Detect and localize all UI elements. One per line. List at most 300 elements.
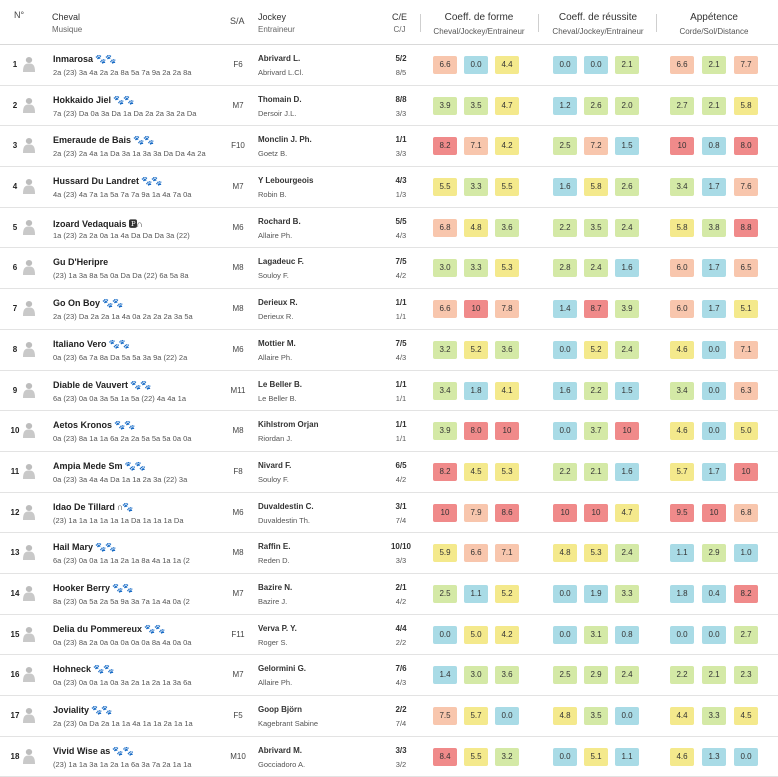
- table-row[interactable]: [0, 574, 778, 615]
- header-forme[interactable]: [420, 12, 538, 36]
- sex-age: M7: [232, 670, 244, 680]
- appetence-cell: 3.3: [702, 707, 726, 725]
- reussite-cell: 0.0: [553, 626, 577, 644]
- ratio-ce: 7/5: [395, 338, 407, 348]
- forme-cell: 3.9: [433, 422, 457, 440]
- jockey-silk-icon: [22, 97, 36, 113]
- horse-music: 1a (23) 2a 2a 0a 1a 4a Da Da Da 3a (22): [53, 230, 190, 240]
- forme-cell: 2.5: [433, 585, 457, 603]
- appetence-cell: 8.0: [734, 137, 758, 155]
- appetence-cell: 7.1: [734, 341, 758, 359]
- horse-badge-icon: 🐾🐾: [112, 582, 133, 593]
- jockey-name[interactable]: Abrivard M.: [258, 745, 303, 755]
- ratio-ce: 10/10: [390, 542, 412, 552]
- horse-badge-icon: 🐾🐾: [95, 542, 116, 553]
- trainer-name[interactable]: Goetz B.: [258, 149, 288, 159]
- jockey-name[interactable]: Le Beller B.: [258, 379, 303, 389]
- horse-name[interactable]: [53, 298, 122, 309]
- horse-music: 6a (23) 0a 0a 1a 1a 2a 1a 8a 4a 1a 1a (2: [53, 556, 190, 566]
- table-row[interactable]: [0, 208, 778, 249]
- forme-cell: 4.2: [495, 626, 519, 644]
- horse-badge-icon: 🐾🐾: [114, 420, 135, 431]
- horse-name[interactable]: [53, 542, 115, 553]
- ratio-ce: 5/5: [395, 216, 407, 226]
- horse-name-text: Idao De Tillard: [53, 501, 115, 512]
- table-row[interactable]: [0, 452, 778, 493]
- table-row[interactable]: [0, 45, 778, 86]
- reussite-cell: 0.0: [584, 56, 608, 74]
- appetence-cell: 0.0: [702, 341, 726, 359]
- horse-music: 2a (23) 0a Da 2a 1a 1a 4a 1a 1a 2a 1a 1a: [53, 719, 193, 728]
- horse-badge-icon: 🐾🐾: [130, 379, 151, 390]
- header-num[interactable]: N°: [14, 10, 25, 20]
- horse-name-text: Go On Boy: [53, 298, 100, 309]
- appetence-cell: 0.0: [670, 626, 694, 644]
- reussite-cell: 4.8: [553, 544, 577, 562]
- horse-name[interactable]: [53, 217, 142, 230]
- reussite-cell: 4.8: [553, 707, 577, 725]
- reussite-cell: 4.7: [615, 504, 639, 522]
- jockey-silk-icon: [22, 422, 36, 438]
- forme-cell: 6.6: [464, 544, 488, 562]
- header-sa[interactable]: S/A: [230, 16, 245, 26]
- appetence-cell: 0.0: [702, 422, 726, 440]
- sex-age: M8: [232, 548, 244, 558]
- jockey-silk-icon: [22, 259, 36, 275]
- forme-cell: 7.5: [433, 707, 457, 725]
- forme-cell: 4.7: [495, 97, 519, 115]
- horse-name-text: Emeraude de Bais: [53, 135, 132, 146]
- trainer-name[interactable]: Reden D.: [258, 556, 290, 566]
- forme-cell: 10: [464, 300, 488, 318]
- appetence-cell: 1.7: [702, 300, 726, 318]
- jockey-silk-icon: [22, 585, 36, 601]
- ratio-cj: 4/3: [395, 230, 407, 240]
- forme-cell: 8.2: [433, 137, 457, 155]
- forme-cell: 5.9: [433, 544, 457, 562]
- ratio-cj: 4/2: [395, 596, 407, 606]
- table-row[interactable]: [0, 126, 778, 167]
- horse-name-text: Hokkaido Jiel: [53, 94, 112, 105]
- forme-cell: 8.6: [495, 504, 519, 522]
- row-number: 18: [10, 751, 20, 761]
- row-number: 11: [10, 466, 20, 476]
- horse-name[interactable]: [53, 54, 115, 65]
- forme-cell: 6.6: [433, 300, 457, 318]
- reussite-cell: 1.4: [553, 300, 577, 318]
- horse-music: 2a (23) 2a 4a 1a Da 3a 1a 3a 3a Da Da 4a 2a: [53, 149, 206, 159]
- horse-badge-icon: 🐾🐾: [112, 745, 133, 756]
- header-appetence[interactable]: [656, 12, 772, 36]
- trainer-name[interactable]: Allaire Ph.: [258, 230, 293, 240]
- forme-cell: 4.1: [495, 382, 519, 400]
- ratio-ce: 8/8: [395, 94, 407, 104]
- reussite-cell: 5.1: [584, 748, 608, 766]
- row-number: 15: [10, 629, 20, 639]
- forme-cell: 7.8: [495, 300, 519, 318]
- table-row[interactable]: [0, 615, 778, 656]
- forme-cell: 5.3: [495, 463, 519, 481]
- jockey-name[interactable]: Mottier M.: [258, 338, 296, 348]
- horse-music: 2a (23) 3a 4a 2a 2a 8a 5a 7a 9a 2a 2a 8a: [53, 68, 192, 77]
- forme-cell: 4.2: [495, 137, 519, 155]
- header-jockey[interactable]: [258, 12, 295, 34]
- appetence-cell: 9.5: [670, 504, 694, 522]
- appetence-cell: 4.5: [734, 707, 758, 725]
- reussite-cell: 10: [584, 504, 608, 522]
- reussite-cell: 2.6: [615, 178, 639, 196]
- horse-badge-icon: 🐾🐾: [95, 54, 116, 64]
- jockey-silk-icon: [22, 626, 36, 642]
- row-number: 8: [12, 344, 18, 354]
- forme-cell: 4.5: [464, 463, 488, 481]
- horse-name-text: Inmarosa: [53, 54, 94, 64]
- appetence-cell: 6.6: [670, 56, 694, 74]
- table-row[interactable]: [0, 696, 778, 737]
- table-row[interactable]: [0, 86, 778, 127]
- horse-name[interactable]: [53, 705, 111, 716]
- horse-music: 4a (23) 4a 7a 1a 5a 7a 7a 9a 1a 4a 7a 0a: [53, 190, 192, 200]
- ratio-ce: 2/2: [395, 705, 407, 714]
- horse-music: 0a (23) 3a 4a 4a Da 1a 1a 2a 3a (22) 3a: [53, 474, 188, 484]
- horse-name[interactable]: [53, 502, 133, 513]
- horse-name-text: Vivid Wise as: [53, 745, 111, 756]
- horse-music: 0a (23) 0a 0a 1a 0a 3a 2a 1a 2a 1a 3a 6a: [53, 678, 192, 688]
- trainer-name[interactable]: Allaire Ph.: [258, 678, 293, 688]
- jockey-name[interactable]: Rochard B.: [258, 216, 301, 226]
- reussite-cell: 3.5: [584, 707, 608, 725]
- header-jockey-sub: Entraineur: [258, 25, 295, 34]
- horse-name[interactable]: [53, 664, 113, 675]
- horse-name-text: Hohneck: [53, 664, 92, 675]
- sex-age: M6: [232, 507, 244, 517]
- row-number: 9: [12, 385, 18, 395]
- jockey-silk-icon: [22, 219, 36, 235]
- header-jockey-label: Jockey: [258, 12, 287, 22]
- reussite-cell: 2.8: [553, 259, 577, 277]
- reussite-cell: 1.6: [615, 259, 639, 277]
- table-row[interactable]: [0, 330, 778, 371]
- sex-age: M6: [232, 344, 244, 354]
- reussite-cell: 5.3: [584, 544, 608, 562]
- reussite-cell: 5.8: [584, 178, 608, 196]
- trainer-name[interactable]: Robin B.: [258, 190, 287, 200]
- table-row[interactable]: [0, 533, 778, 574]
- horse-name[interactable]: [53, 257, 110, 267]
- jockey-name[interactable]: Abrivard L.: [258, 54, 301, 63]
- jockey-name[interactable]: Kihlstrom Orjan: [258, 420, 319, 430]
- appetence-cell: 1.3: [702, 748, 726, 766]
- jockey-name[interactable]: Y Lebourgeois: [258, 176, 314, 186]
- ratio-cj: 1/1: [395, 434, 407, 444]
- trainer-name[interactable]: Allaire Ph.: [258, 352, 293, 362]
- ratio-cj: 1/1: [395, 393, 407, 403]
- row-number: 16: [10, 670, 20, 680]
- reussite-cell: 3.7: [584, 422, 608, 440]
- reussite-cell: 2.2: [553, 219, 577, 237]
- jockey-name[interactable]: Lagadeuc F.: [258, 257, 304, 267]
- horse-name[interactable]: [53, 420, 134, 431]
- reussite-cell: 5.2: [584, 341, 608, 359]
- horse-badge-icon: 🐾🐾: [141, 176, 162, 187]
- horse-music: (23) 1a 1a 3a 1a 2a 1a 6a 3a 7a 2a 1a 1a: [53, 759, 192, 769]
- appetence-cell: 0.0: [734, 748, 758, 766]
- row-number: 13: [10, 548, 20, 558]
- reussite-cell: 1.6: [615, 463, 639, 481]
- table-row[interactable]: [0, 737, 778, 777]
- jockey-name[interactable]: Thomain D.: [258, 94, 302, 104]
- reussite-cell: 7.2: [584, 137, 608, 155]
- forme-cell: 3.5: [464, 97, 488, 115]
- reussite-cell: 3.3: [615, 585, 639, 603]
- jockey-silk-icon: [22, 341, 36, 357]
- appetence-cell: 4.6: [670, 748, 694, 766]
- ratio-ce: 5/2: [395, 54, 407, 63]
- appetence-cell: 10: [702, 504, 726, 522]
- appetence-cell: 1.8: [670, 585, 694, 603]
- row-number: 3: [12, 141, 18, 151]
- table-row[interactable]: [0, 289, 778, 330]
- trainer-name[interactable]: Kagebrant Sabine: [258, 719, 319, 728]
- jockey-name[interactable]: Gelormini G.: [258, 664, 307, 674]
- horse-name[interactable]: [53, 624, 164, 635]
- trainer-name[interactable]: Souloy F.: [258, 271, 289, 281]
- horse-name[interactable]: [53, 135, 153, 146]
- horse-name[interactable]: [53, 746, 133, 757]
- horse-badge-icon: 🐾🐾: [108, 338, 129, 349]
- trainer-name[interactable]: Duvaldestin Th.: [258, 515, 310, 525]
- forme-cell: 0.0: [433, 626, 457, 644]
- horse-badge-icon: 🐾🐾: [113, 94, 134, 105]
- appetence-cell: 2.1: [702, 56, 726, 74]
- appetence-cell: 2.7: [734, 626, 758, 644]
- reussite-cell: 2.0: [615, 97, 639, 115]
- trainer-name[interactable]: Abrivard L.Cl.: [258, 68, 304, 77]
- jockey-silk-icon: [22, 504, 36, 520]
- reussite-cell: 8.7: [584, 300, 608, 318]
- appetence-cell: 0.0: [702, 626, 726, 644]
- trainer-name[interactable]: Roger S.: [258, 637, 288, 647]
- trainer-name[interactable]: Derieux R.: [258, 312, 294, 322]
- horse-name[interactable]: [53, 380, 150, 391]
- reussite-cell: 10: [553, 504, 577, 522]
- appetence-cell: 0.4: [702, 585, 726, 603]
- ratio-ce: 1/1: [395, 135, 407, 145]
- header-divider: [538, 14, 539, 32]
- sex-age: F8: [233, 466, 243, 476]
- horse-name-text: Hail Mary: [53, 542, 94, 553]
- jockey-silk-icon: [22, 707, 36, 723]
- reussite-cell: 2.1: [615, 56, 639, 74]
- table-row[interactable]: [0, 248, 778, 289]
- forme-cell: 3.3: [464, 178, 488, 196]
- reussite-cell: 2.2: [584, 382, 608, 400]
- reussite-cell: 0.0: [553, 585, 577, 603]
- horse-name-text: Italiano Vero: [53, 338, 107, 349]
- horse-music: 0a (23) 6a 7a 8a Da 5a 5a 3a 9a (22) 2a: [53, 352, 188, 362]
- horse-name-text: Joviality: [53, 705, 90, 715]
- table-row[interactable]: [0, 167, 778, 208]
- header-forme-sub: Cheval/Jockey/Entraineur: [433, 27, 525, 36]
- reussite-cell: 0.8: [615, 626, 639, 644]
- trainer-name[interactable]: Riordan J.: [258, 434, 293, 444]
- horse-name[interactable]: [53, 583, 132, 594]
- sex-age: M11: [230, 385, 246, 395]
- jockey-name[interactable]: Bazire N.: [258, 582, 293, 592]
- horse-name[interactable]: [53, 339, 129, 350]
- jockey-name[interactable]: Duvaldestin C.: [258, 501, 314, 511]
- jockey-name[interactable]: Verva P. Y.: [258, 623, 297, 633]
- horse-name[interactable]: [53, 176, 161, 187]
- forme-cell: 3.6: [495, 219, 519, 237]
- horse-music: 6a (23) 0a 0a 3a 5a 1a 5a (22) 4a 4a 1a: [53, 393, 187, 403]
- jockey-name[interactable]: Raffin E.: [258, 542, 291, 552]
- header-horse-sub: Musique: [52, 25, 83, 34]
- jockey-name[interactable]: Monclin J. Ph.: [258, 135, 312, 145]
- reussite-cell: 2.1: [584, 463, 608, 481]
- forme-cell: 8.0: [464, 422, 488, 440]
- forme-cell: 3.0: [433, 259, 457, 277]
- row-number: 14: [10, 588, 20, 598]
- ratio-ce: 1/1: [395, 298, 407, 308]
- forme-cell: 5.2: [495, 585, 519, 603]
- appetence-cell: 7.7: [734, 56, 758, 74]
- horse-name[interactable]: [53, 95, 133, 106]
- ratio-ce: 4/3: [395, 176, 407, 186]
- jockey-silk-icon: [22, 178, 36, 194]
- table-row[interactable]: [0, 655, 778, 696]
- sex-age: M8: [232, 426, 244, 436]
- forme-cell: 5.3: [495, 259, 519, 277]
- horse-music: 0a (23) 8a 2a 0a 0a 0a 0a 0a 8a 4a 0a 0a: [53, 637, 192, 647]
- appetence-cell: 8.8: [734, 219, 758, 237]
- forme-cell: 3.9: [433, 97, 457, 115]
- forme-cell: 7.1: [464, 137, 488, 155]
- jockey-silk-icon: [22, 748, 36, 764]
- jockey-name[interactable]: Nivard F.: [258, 460, 292, 470]
- sex-age: F10: [231, 141, 245, 151]
- forme-cell: 5.5: [464, 748, 488, 766]
- table-row[interactable]: [0, 493, 778, 534]
- table-row[interactable]: [0, 371, 778, 412]
- horse-music: 7a (23) Da 0a 3a Da 1a Da 2a 2a 3a 2a Da: [53, 108, 197, 118]
- row-number: 5: [12, 222, 18, 232]
- header-reussite-label: Coeff. de réussite: [558, 12, 638, 23]
- appetence-cell: 1.7: [702, 463, 726, 481]
- forme-cell: 3.4: [433, 382, 457, 400]
- sex-age: M7: [232, 182, 244, 192]
- header-ce[interactable]: [392, 12, 407, 34]
- horse-badge-icon: 🐾🐾: [93, 664, 114, 675]
- jockey-silk-icon: [22, 666, 36, 682]
- row-number: 12: [10, 507, 20, 517]
- trainer-name[interactable]: Le Beller B.: [258, 393, 297, 403]
- forme-cell: 7.1: [495, 544, 519, 562]
- appetence-cell: 7.6: [734, 178, 758, 196]
- ratio-cj: 8/5: [395, 68, 407, 77]
- forme-cell: 8.2: [433, 463, 457, 481]
- header-forme-label: Coeff. de forme: [444, 12, 514, 23]
- appetence-cell: 10: [670, 137, 694, 155]
- table-body: [0, 45, 778, 777]
- appetence-cell: 2.1: [702, 97, 726, 115]
- ratio-cj: 4/3: [395, 678, 407, 688]
- appetence-cell: 1.7: [702, 178, 726, 196]
- ratio-cj: 4/2: [395, 474, 407, 484]
- forme-cell: 3.6: [495, 666, 519, 684]
- appetence-cell: 1.0: [734, 544, 758, 562]
- appetence-cell: 1.7: [702, 259, 726, 277]
- forme-cell: 4.4: [495, 56, 519, 74]
- appetence-cell: 3.4: [670, 178, 694, 196]
- ratio-cj: 4/3: [395, 352, 407, 362]
- forme-cell: 3.2: [433, 341, 457, 359]
- appetence-cell: 4.6: [670, 341, 694, 359]
- horse-name-text: Diable de Vauvert: [53, 379, 129, 390]
- horse-name-text: Aetos Kronos: [53, 420, 113, 431]
- ratio-ce: 7/6: [395, 664, 407, 674]
- horse-name[interactable]: [53, 461, 145, 472]
- horse-badge-icon: 🐾🐾: [124, 460, 145, 471]
- reussite-cell: 0.0: [553, 56, 577, 74]
- ratio-ce: 3/3: [395, 745, 407, 755]
- sex-age: M8: [232, 263, 244, 273]
- trainer-name[interactable]: Souloy F.: [258, 474, 289, 484]
- jockey-name[interactable]: Derieux R.: [258, 298, 298, 308]
- trainer-name[interactable]: Gocciadoro A.: [258, 759, 306, 769]
- ratio-ce: 1/1: [395, 379, 407, 389]
- forme-cell: 3.0: [464, 666, 488, 684]
- horse-badge-icon: 🐾🐾: [144, 623, 165, 634]
- jockey-silk-icon: [22, 463, 36, 479]
- horse-name-text: Delia du Pommereux: [53, 623, 143, 634]
- ratio-cj: 1/1: [395, 312, 407, 322]
- reussite-cell: 1.5: [615, 382, 639, 400]
- sex-age: M6: [232, 222, 244, 232]
- reussite-cell: 2.5: [553, 666, 577, 684]
- ratio-cj: 7/4: [395, 719, 407, 728]
- reussite-cell: 1.2: [553, 97, 577, 115]
- ratio-ce: 3/1: [395, 501, 407, 511]
- appetence-cell: 8.2: [734, 585, 758, 603]
- reussite-cell: 2.4: [615, 341, 639, 359]
- table-row[interactable]: [0, 411, 778, 452]
- forme-cell: 6.6: [433, 56, 457, 74]
- jockey-silk-icon: [22, 137, 36, 153]
- forme-cell: 5.2: [464, 341, 488, 359]
- forme-cell: 6.8: [433, 219, 457, 237]
- reussite-cell: 2.2: [553, 463, 577, 481]
- forme-cell: 10: [495, 422, 519, 440]
- appetence-cell: 2.1: [702, 666, 726, 684]
- header-horse[interactable]: [52, 12, 82, 34]
- forme-cell: 0.0: [495, 707, 519, 725]
- forme-cell: 3.2: [495, 748, 519, 766]
- trainer-name[interactable]: Bazire J.: [258, 596, 288, 606]
- ratio-cj: 2/2: [395, 637, 407, 647]
- header-reussite[interactable]: [540, 12, 656, 36]
- ratio-cj: 1/3: [395, 190, 407, 200]
- reussite-cell: 3.1: [584, 626, 608, 644]
- ratio-cj: 7/4: [395, 515, 407, 525]
- forme-cell: 5.5: [433, 178, 457, 196]
- reussite-cell: 1.6: [553, 178, 577, 196]
- jockey-name[interactable]: Goop Björn: [258, 705, 302, 714]
- appetence-cell: 5.0: [734, 422, 758, 440]
- ratio-ce: 4/4: [395, 623, 407, 633]
- trainer-name[interactable]: Dersoir J.L.: [258, 108, 297, 118]
- forme-cell: 5.0: [464, 626, 488, 644]
